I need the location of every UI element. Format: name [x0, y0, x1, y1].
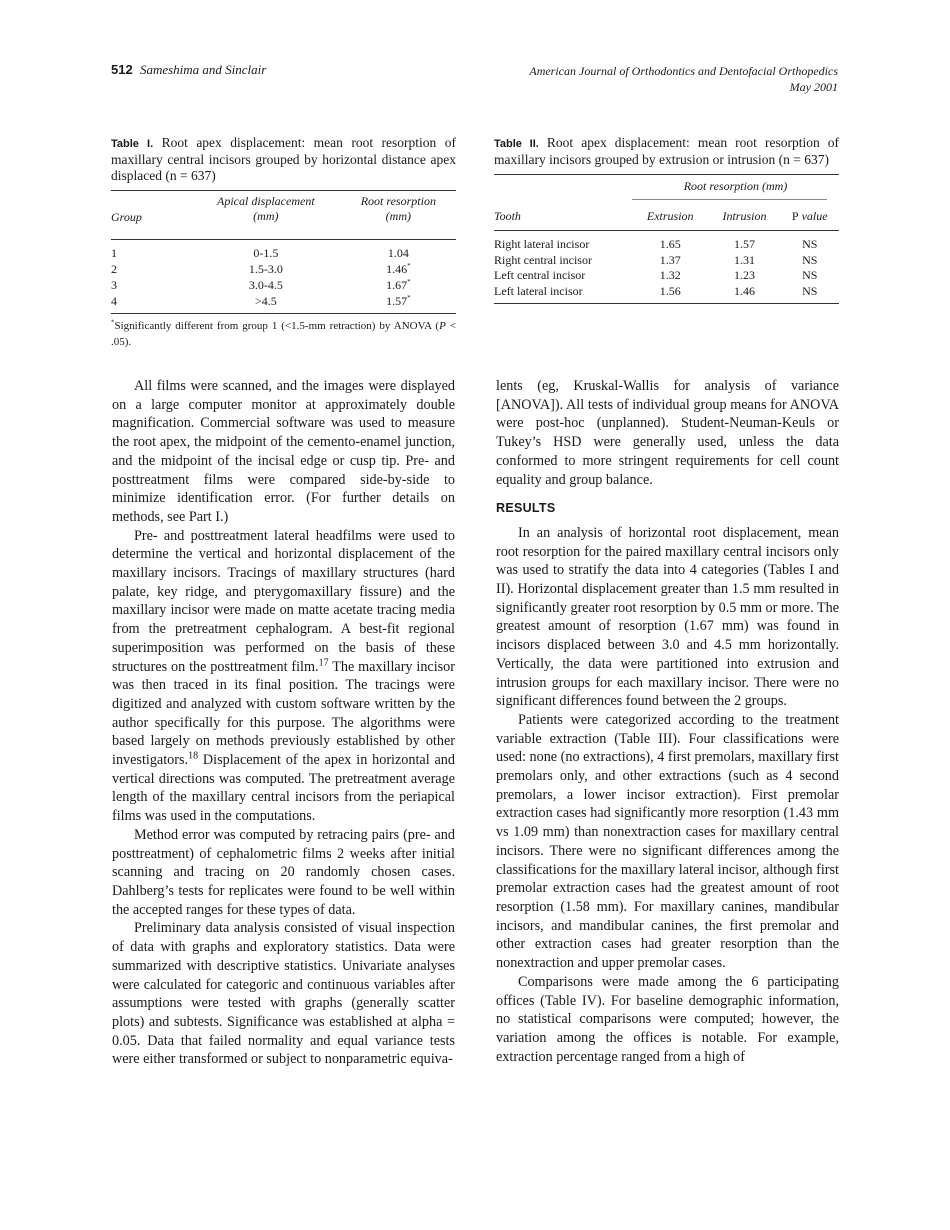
paragraph-text: Pre- and posttreatment lateral headfilms were used to determine the vertical and horizontal displacement of the maxillary incisors. Tracings of maxillary structures (hard palate, key ridge, and pterygomaxillary fissure) and the maxillary incisor were made on matte acetate tracing media from the pretreatment cephalogram. A best-fit regional superimposition was performed on the basis of these structures on the posttreatment film. — [112, 527, 455, 675]
cell-p-value: NS — [802, 268, 818, 282]
table-2 — [494, 135, 839, 304]
cell-root — [341, 277, 456, 293]
p-letter: P — [791, 209, 799, 223]
table-1-footnote — [111, 318, 456, 350]
table-2-header-p — [781, 204, 839, 231]
table-2-row — [494, 253, 839, 269]
paragraph-text: The maxillary incisor was then traced in its final position. The tracings were digitized and analyzed with custom software written by the author specifically for this purpose. The algorithms were based largely on methods previously established by other investigators. — [112, 658, 455, 769]
cell-root — [341, 293, 456, 309]
cell-apical: 0-1.5 — [253, 246, 279, 260]
paragraph — [112, 527, 455, 826]
cell-tooth: Left central incisor — [494, 268, 586, 282]
cell-tooth: Left lateral incisor — [494, 283, 583, 298]
running-header-left — [111, 62, 266, 78]
cell-root-mark: * — [407, 294, 411, 302]
reference-17: 17 — [318, 656, 329, 668]
paragraph: Comparisons were made among the 6 participating offices (Table IV). For baseline demographic information, no statistical comparisons were computed; however, the variation among the offices is notable. For example, extraction percentage ranged from a high of — [496, 973, 839, 1065]
cell-apical: 1.5-3.0 — [248, 262, 283, 276]
cell-intrusion: 1.57 — [733, 237, 755, 251]
table-1-label: Table I. — [111, 138, 154, 150]
cell-p-value: NS — [802, 283, 818, 298]
table-1-caption — [111, 135, 456, 184]
cell-intrusion: 1.23 — [733, 268, 755, 282]
cell-root-value: 1.67 — [386, 278, 408, 292]
table-1-row — [111, 261, 456, 277]
header-root-line2: (mm) — [385, 209, 411, 223]
cell-root-mark: * — [407, 278, 411, 286]
cell-extrusion: 1.56 — [659, 283, 681, 298]
cell-extrusion: 1.37 — [659, 252, 681, 267]
footnote-text: Significantly different from group 1 (<1.5-mm retraction) by ANOVA ( — [114, 320, 440, 332]
header-apical-line2: (mm) — [253, 209, 279, 223]
cell-extrusion: 1.65 — [659, 237, 681, 251]
footnote-mark: * — [111, 318, 115, 327]
cell-p-value: NS — [802, 237, 818, 251]
paragraph: All films were scanned, and the images were displayed on a large computer monitor at approximately double magnification. Commercial software was used to measure the root apex, the midpoint of the cemento-enamel junction, and the midpoint of the incisal edge or cusp tip. Pre- and posttreatment films were compared side-by-side to minimize identification error. (For further details on methods, see Part I.) — [112, 378, 455, 525]
table-2-header-tooth: Tooth — [494, 209, 521, 223]
cell-group: 4 — [111, 294, 117, 308]
cell-root — [341, 261, 456, 277]
paragraph: Patients were categorized according to the treatment variable extraction (Table III). Four classifications were used: none (no extractions), 4 first premolars, maxillary first premolars only, and other extractions (such as 4 second premolars, a lower incisor extraction). First premolar extraction cases had significantly more resorption (1.43 mm vs 1.09 mm) than nonextraction cases for maxillary central incisors. There were no significant differences among the classifications for the maxillary lateral incisor, although first premolar extraction cases had the greatest amount of root resorption (1.58 mm). For maxillary canines, mandibular incisors, and mandibular canines, the first premolar and other extraction cases had greater resorption than the nonextraction and upper premolar cases. — [496, 711, 839, 972]
cell-root-mark: * — [407, 262, 411, 270]
table-2-caption — [494, 135, 839, 168]
table-1-row — [111, 240, 456, 262]
cell-apical: >4.5 — [254, 294, 277, 308]
running-header-right — [529, 63, 838, 95]
cell-root-value: 1.57 — [386, 294, 408, 308]
cell-root — [341, 240, 456, 262]
table-2-caption-text: Root apex displacement: mean root resorption of maxillary incisors grouped by extrusion or intrusion (n = 637) — [494, 135, 840, 167]
section-heading-results: RESULTS — [496, 501, 556, 516]
cell-root-value: 1.46 — [386, 262, 408, 276]
table-1-row — [111, 293, 456, 309]
table-2-header-intrusion: Intrusion — [722, 209, 767, 223]
page-number: 512 — [111, 62, 133, 77]
table-2-row — [494, 231, 839, 253]
journal-title: American Journal of Orthodontics and Dentofacial Orthopedics — [529, 64, 838, 78]
p-value-word: value — [798, 209, 828, 223]
issue-date: May 2001 — [789, 80, 838, 94]
paragraph: Preliminary data analysis consisted of visual inspection of data with graphs and exploratory statistics. Data were summarized with descriptive statistics. Univariate analyses were calculated for categoric and continuous variables after assumptions were tested with graphs (generally scatter plots) and subtests. Significance was established at alpha = 0.05. Data that failed normality and equal variance tests were either transformed or subject to nonparametric equiva- — [112, 920, 455, 1068]
cell-group: 2 — [111, 262, 117, 276]
cell-tooth: Right central incisor — [494, 252, 592, 267]
table-2-row — [494, 268, 839, 284]
cell-tooth: Right lateral incisor — [494, 237, 590, 251]
cell-p-value: NS — [802, 252, 818, 267]
table-1-header-root — [341, 191, 456, 225]
paragraph: Method error was computed by retracing pairs (pre- and posttreatment) of cephalometric films 2 weeks after initial scanning and tracing on 20 randomly chosen cases. Dahlberg’s tests for replicates were found to be well within the accepted ranges for these types of data. — [112, 826, 455, 918]
reference-18: 18 — [188, 750, 199, 762]
table-1-caption-text: Root apex displacement: mean root resorption of maxillary central incisors grouped by horizontal distance apex displaced (n = 637) — [111, 135, 456, 183]
paragraph: lents (eg, Kruskal-Wallis for analysis of variance [ANOVA]). All tests of individual group means for ANOVA were post-hoc (unplanned). Student-Neuman-Keuls or Tukey’s HSD were generally used, unless the data conformed to more stringent requirements for cell count equality and group balance. — [496, 378, 839, 488]
footnote-end: < .05). — [111, 320, 456, 348]
table-1 — [111, 135, 456, 350]
cell-root-value: 1.04 — [387, 246, 409, 260]
header-apical-line1: Apical displacement — [217, 194, 315, 208]
cell-group: 1 — [111, 246, 117, 260]
span-header-text: Root resorption (mm) — [683, 179, 788, 193]
header-root-line1: Root resorption — [360, 194, 436, 208]
paragraph: In an analysis of horizontal root displacement, mean root resorption for the paired maxillary central incisors only was used to stratify the data into 4 categories (Tables I and II). Horizontal displacement greater than 1.5 mm resulted in significantly greater root resorption by 0.5 mm or more. The greatest amount of resorption (1.67 mm) was found in incisors displaced between 3.0 and 4.5 mm horizontally. Vertically, the data were partitioned into extrusion and intrusion groups for each maxillary incisor. There were no significant differences found between the 2 groups. — [496, 524, 839, 710]
table-2-row — [494, 284, 839, 300]
body-column-left — [112, 377, 455, 1069]
cell-apical: 3.0-4.5 — [248, 278, 283, 292]
cell-intrusion: 1.46 — [733, 283, 755, 298]
cell-extrusion: 1.32 — [659, 268, 681, 282]
cell-group: 3 — [111, 278, 117, 292]
table-2-header-extrusion: Extrusion — [646, 209, 694, 223]
cell-intrusion: 1.31 — [733, 252, 755, 267]
table-1-grid — [111, 190, 456, 309]
table-1-header-apical — [191, 191, 341, 225]
table-1-header-group: Group — [111, 210, 142, 224]
table-2-grid — [494, 174, 839, 299]
paragraph-text: Displacement of the apex in horizontal and vertical directions was computed. The pretreatment average length of the maxillary central incisors from the periapical films was used in the computations. — [112, 752, 455, 825]
footnote-p: P — [439, 320, 446, 332]
running-authors: Sameshima and Sinclair — [139, 62, 267, 77]
table-2-label: Table II. — [494, 138, 539, 150]
table-1-row — [111, 277, 456, 293]
table-2-span-header — [632, 175, 839, 205]
body-column-right — [496, 377, 839, 1066]
